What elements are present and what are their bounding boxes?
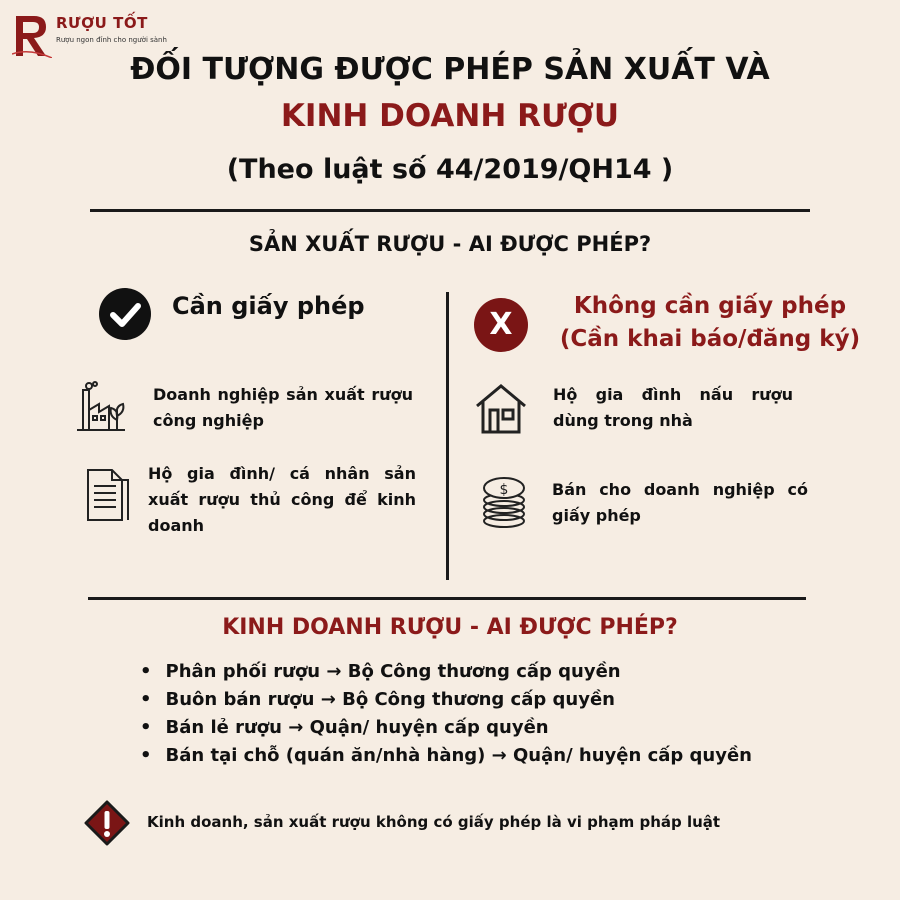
business-heading: KINH DOANH RƯỢU - AI ĐƯỢC PHÉP?	[222, 615, 678, 640]
brand-tagline: Rượu ngon đỉnh cho người sành	[56, 36, 167, 44]
coins-icon	[476, 474, 532, 530]
column-divider	[446, 292, 449, 580]
svg-text:$: $	[499, 482, 509, 498]
license-not-required-line2: (Cần khai báo/đăng ký)	[559, 326, 861, 352]
list-item: • Bán lẻ rượu → Quận/ huyện cấp quyền	[140, 714, 752, 742]
x-circle-icon: X	[474, 298, 528, 352]
page-title-line1: ĐỐI TƯỢNG ĐƯỢC PHÉP SẢN XUẤT VÀ	[130, 52, 770, 87]
list-item: • Bán tại chỗ (quán ăn/nhà hàng) → Quận/ huyện cấp quyền	[140, 742, 752, 770]
brand-name: RƯỢU TỐT	[56, 14, 148, 32]
divider-top	[90, 209, 810, 212]
license-not-required-line1: Không cần giấy phép	[573, 293, 847, 319]
list-item: • Phân phối rượu → Bộ Công thương cấp quyền	[140, 658, 752, 686]
list-item: Hộ gia đình nấu rượu dùng trong nhà	[553, 385, 793, 430]
divider-bottom	[88, 597, 806, 600]
list-item: • Buôn bán rượu → Bộ Công thương cấp quyền	[140, 686, 752, 714]
document-icon	[78, 466, 134, 522]
factory-icon	[73, 380, 129, 436]
list-item: Hộ gia đình/ cá nhân sản xuất rượu thủ công để kinh doanh	[148, 464, 416, 535]
warning-text: Kinh doanh, sản xuất rượu không có giấy phép là vi phạm pháp luật	[147, 813, 721, 831]
warning-icon	[84, 800, 130, 846]
page-title-line2: KINH DOANH RƯỢU	[280, 98, 620, 134]
house-icon	[473, 380, 529, 436]
business-list	[140, 658, 752, 770]
check-circle-icon	[99, 288, 151, 340]
list-item: Doanh nghiệp sản xuất rượu công nghiệp	[153, 385, 413, 430]
list-item: Bán cho doanh nghiệp có giấy phép	[552, 480, 808, 525]
page-subtitle: (Theo luật số 44/2019/QH14 )	[226, 154, 674, 185]
license-required-title: Cần giấy phép	[172, 292, 365, 320]
production-heading: SẢN XUẤT RƯỢU - AI ĐƯỢC PHÉP?	[248, 232, 652, 256]
license-not-required-title	[540, 290, 880, 356]
